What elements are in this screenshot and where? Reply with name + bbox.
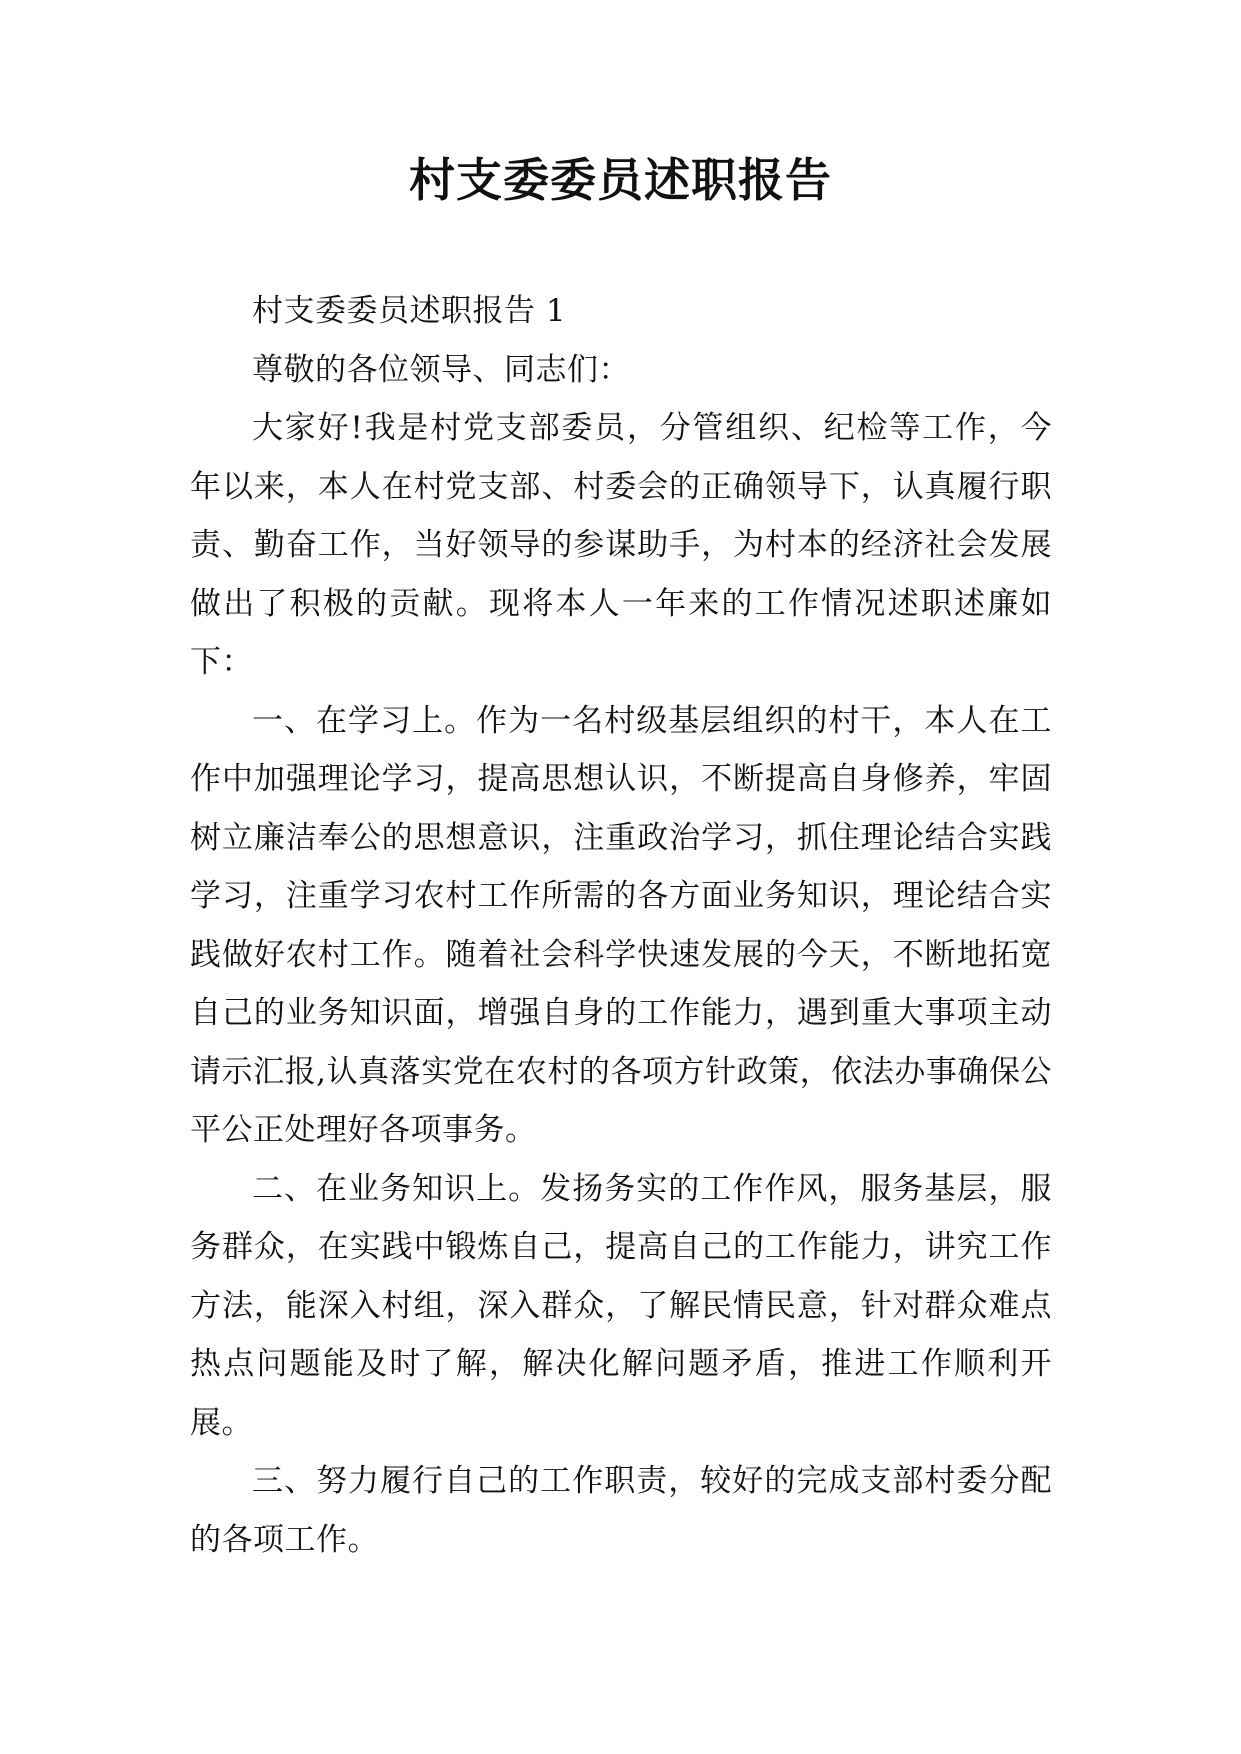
report-heading: 村支委委员述职报告 1 (252, 293, 567, 329)
section-business-paragraph: 二、在业务知识上。发扬务实的工作作风，服务基层，服务群众，在实践中锻炼自己，提高自己的工作能力，讲究工作方法，能深入村组，深入群众，了解民情民意，针对群众难点热点问题能及时了解，解决化解问题矛盾，推进工作顺利开展。 (190, 1170, 1052, 1441)
document-title: 村支委委员述职报告 (409, 153, 832, 207)
intro-paragraph: 大家好!我是村党支部委员，分管组织、纪检等工作，今年以来，本人在村党支部、村委会的正确领导下，认真履行职责、勤奋工作，当好领导的参谋助手，为村本的经济社会发展做出了积极的贡献。现将本人一年来的工作情况述职述廉如下： (190, 410, 1052, 680)
salutation: 尊敬的各位领导、同志们： (252, 351, 630, 388)
document-body (190, 282, 1052, 1569)
section-study-paragraph: 一、在学习上。作为一名村级基层组织的村干，本人在工作中加强理论学习，提高思想认识，不断提高自身修养，牢固树立廉洁奉公的思想意识，注重政治学习，抓住理论结合实践学习，注重学习农村工作所需的各方面业务知识，理论结合实践做好农村工作。随着社会科学快速发展的今天，不断地拓宽自己的业务知识面，增强自身的工作能力，遇到重大事项主动请示汇报,认真落实党在农村的各项方针政策，依法办事确保公平公正处理好各项事务。 (190, 702, 1052, 1148)
section-duties-paragraph: 三、努力履行自己的工作职责，较好的完成支部村委分配的各项工作。 (190, 1463, 1052, 1558)
